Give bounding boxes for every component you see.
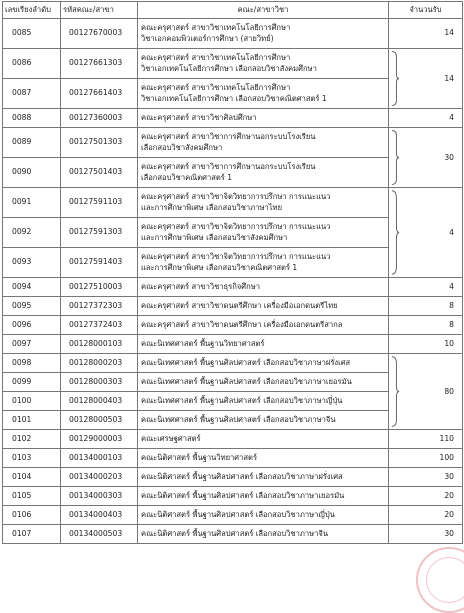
- row-seq: 0097: [3, 335, 61, 354]
- row-code: 00127661403: [61, 79, 138, 109]
- table-row: [3, 49, 463, 79]
- row-quota: 4: [389, 278, 463, 297]
- program-name-line: คณะนิติศาสตร์ พื้นฐานวิทยาศาสตร์: [141, 452, 258, 462]
- table-row: [3, 487, 463, 506]
- table-header-row: [3, 2, 463, 19]
- program-name-line: คณะครุศาสตร์ สาขาวิชาศิลปศึกษา: [141, 112, 257, 122]
- row-program-name: [138, 487, 389, 506]
- table-row: [3, 449, 463, 468]
- table-body: [3, 19, 463, 544]
- program-name-line: คณะเศรษฐศาสตร์: [141, 433, 201, 443]
- row-quota: 10: [389, 335, 463, 354]
- program-name-line: เลือกสอบวิชาคณิตศาสตร์ 1: [141, 172, 233, 182]
- row-program-name: [138, 297, 389, 316]
- row-program-name: [138, 506, 389, 525]
- program-name-line: คณะครุศาสตร์ สาขาวิชาการศึกษานอกระบบโรงเรียน: [141, 162, 316, 171]
- program-name-line: คณะครุศาสตร์ สาขาวิชาดนตรีศึกษา เครื่องมือเอกดนตรีไทย: [141, 300, 338, 310]
- row-program-name: [138, 373, 389, 392]
- row-program-name: [138, 188, 389, 218]
- row-seq: 0095: [3, 297, 61, 316]
- row-program-name: [138, 316, 389, 335]
- row-quota: 30: [389, 468, 463, 487]
- row-quota: 8: [389, 316, 463, 335]
- row-code: 00127670003: [61, 19, 138, 49]
- row-seq: 0098: [3, 354, 61, 373]
- row-program-name: [138, 335, 389, 354]
- row-quota: 14: [389, 19, 463, 49]
- table-row: [3, 430, 463, 449]
- table-row: [3, 188, 463, 218]
- row-quota: 110: [389, 430, 463, 449]
- row-code: 00134000403: [61, 506, 138, 525]
- table-row: [3, 354, 463, 373]
- table-row: [3, 335, 463, 354]
- row-program-name: [138, 430, 389, 449]
- table-row: [3, 109, 463, 128]
- row-seq: 0090: [3, 158, 61, 188]
- row-program-name: [138, 248, 389, 278]
- header-code: รหัสคณะ/สาขา: [61, 2, 138, 19]
- row-code: 00127510003: [61, 278, 138, 297]
- row-code: 00127501303: [61, 128, 138, 158]
- row-quota: 4: [389, 109, 463, 128]
- table-row: [3, 316, 463, 335]
- program-name-line: คณะนิเทศศาสตร์ พื้นฐานศิลปศาสตร์ เลือกสอบวิชาภาษาจีน: [141, 414, 336, 424]
- row-code: 00127372403: [61, 316, 138, 335]
- admission-quota-table: [2, 1, 463, 544]
- program-name-line: คณะครุศาสตร์ สาขาวิชาเทคโนโลยีการศึกษา: [141, 53, 291, 62]
- program-name-line: คณะนิติศาสตร์ พื้นฐานศิลปศาสตร์ เลือกสอบวิชาภาษาจีน: [141, 528, 329, 538]
- program-name-line: คณะครุศาสตร์ สาขาวิชาการศึกษานอกระบบโรงเรียน: [141, 132, 316, 141]
- program-name-line: คณะนิเทศศาสตร์ พื้นฐานศิลปศาสตร์ เลือกสอบวิชาภาษาฝรั่งเศส: [141, 357, 351, 367]
- row-program-name: [138, 278, 389, 297]
- group-quota-value: 30: [444, 152, 454, 162]
- row-code: 00127591303: [61, 218, 138, 248]
- program-name-line: เลือกสอบวิชาสังคมศึกษา: [141, 142, 223, 152]
- row-code: 00134000103: [61, 449, 138, 468]
- row-seq: 0107: [3, 525, 61, 544]
- header-name: คณะ/สาขาวิชา: [138, 2, 389, 19]
- row-seq: 0100: [3, 392, 61, 411]
- row-program-name: [138, 19, 389, 49]
- row-code: 00129000003: [61, 430, 138, 449]
- group-quota: [389, 49, 463, 109]
- program-name-line: วิชาเอกคอมพิวเตอร์การศึกษา (สายวิทย์): [141, 33, 274, 43]
- row-code: 00127661303: [61, 49, 138, 79]
- row-code: 00127372303: [61, 297, 138, 316]
- group-quota: [389, 128, 463, 188]
- row-program-name: [138, 158, 389, 188]
- official-seal: [416, 547, 464, 613]
- row-program-name: [138, 449, 389, 468]
- row-program-name: [138, 128, 389, 158]
- row-seq: 0092: [3, 218, 61, 248]
- program-name-line: วิชาเอกเทคโนโลยีการศึกษา เลือกสอบวิชาสังคมศึกษา: [141, 63, 317, 73]
- row-code: 00128000203: [61, 354, 138, 373]
- brace-icon: [391, 190, 400, 275]
- table-row: [3, 468, 463, 487]
- row-seq: 0103: [3, 449, 61, 468]
- program-name-line: คณะนิเทศศาสตร์ พื้นฐานวิทยาศาสตร์: [141, 338, 265, 348]
- group-quota: [389, 354, 463, 430]
- program-name-line: และการศึกษาพิเศษ เลือกสอบวิชาภาษาไทย: [141, 202, 283, 212]
- row-program-name: [138, 354, 389, 373]
- row-code: 00134000303: [61, 487, 138, 506]
- group-quota: [389, 188, 463, 278]
- brace-icon: [391, 356, 400, 427]
- row-seq: 0094: [3, 278, 61, 297]
- program-name-line: และการศึกษาพิเศษ เลือกสอบวิชาสังคมศึกษา: [141, 232, 288, 242]
- row-seq: 0091: [3, 188, 61, 218]
- row-seq: 0099: [3, 373, 61, 392]
- row-code: 00127501403: [61, 158, 138, 188]
- header-quota: จำนวนรับ: [389, 2, 463, 19]
- row-code: 00127591103: [61, 188, 138, 218]
- table-row: [3, 297, 463, 316]
- program-name-line: คณะครุศาสตร์ สาขาวิชาเทคโนโลยีการศึกษา: [141, 23, 291, 32]
- row-program-name: [138, 218, 389, 248]
- table-row: [3, 525, 463, 544]
- row-seq: 0093: [3, 248, 61, 278]
- row-quota: 100: [389, 449, 463, 468]
- row-seq: 0105: [3, 487, 61, 506]
- row-program-name: [138, 525, 389, 544]
- program-name-line: คณะครุศาสตร์ สาขาวิชาจิตวิทยาการปรึกษา การแนะแนว: [141, 192, 331, 201]
- group-quota-value: 4: [449, 227, 454, 237]
- row-seq: 0102: [3, 430, 61, 449]
- row-code: 00134000203: [61, 468, 138, 487]
- program-name-line: และการศึกษาพิเศษ เลือกสอบวิชาคณิตศาสตร์ 1: [141, 262, 298, 272]
- row-code: 00128000403: [61, 392, 138, 411]
- program-name-line: คณะครุศาสตร์ สาขาวิชาธุรกิจศึกษา: [141, 281, 260, 291]
- header-seq: เลขเรียงลำดับ: [3, 2, 61, 19]
- row-seq: 0089: [3, 128, 61, 158]
- row-code: 00134000503: [61, 525, 138, 544]
- row-seq: 0087: [3, 79, 61, 109]
- row-code: 00127591403: [61, 248, 138, 278]
- program-name-line: คณะนิติศาสตร์ พื้นฐานศิลปศาสตร์ เลือกสอบวิชาภาษาญี่ปุ่น: [141, 509, 335, 519]
- row-program-name: [138, 411, 389, 430]
- row-code: 00128000303: [61, 373, 138, 392]
- row-program-name: [138, 468, 389, 487]
- row-code: 00128000103: [61, 335, 138, 354]
- row-seq: 0104: [3, 468, 61, 487]
- program-name-line: คณะครุศาสตร์ สาขาวิชาเทคโนโลยีการศึกษา: [141, 83, 291, 92]
- brace-icon: [391, 51, 400, 106]
- program-name-line: คณะนิติศาสตร์ พื้นฐานศิลปศาสตร์ เลือกสอบวิชาภาษาฝรั่งเศส: [141, 471, 343, 481]
- program-name-line: คณะครุศาสตร์ สาขาวิชาจิตวิทยาการปรึกษา การแนะแนว: [141, 252, 331, 261]
- row-seq: 0106: [3, 506, 61, 525]
- row-seq: 0096: [3, 316, 61, 335]
- row-code: 00128000503: [61, 411, 138, 430]
- row-quota: 30: [389, 525, 463, 544]
- table-row: [3, 506, 463, 525]
- program-name-line: วิชาเอกเทคโนโลยีการศึกษา เลือกสอบวิชาคณิตศาสตร์ 1: [141, 93, 327, 103]
- row-program-name: [138, 79, 389, 109]
- row-seq: 0088: [3, 109, 61, 128]
- table-row: [3, 19, 463, 49]
- row-seq: 0101: [3, 411, 61, 430]
- row-quota: 20: [389, 506, 463, 525]
- table-row: [3, 278, 463, 297]
- row-code: 00127360003: [61, 109, 138, 128]
- group-quota-value: 80: [444, 386, 454, 396]
- program-name-line: คณะนิเทศศาสตร์ พื้นฐานศิลปศาสตร์ เลือกสอบวิชาภาษาญี่ปุ่น: [141, 395, 343, 405]
- group-quota-value: 14: [444, 73, 454, 83]
- row-seq: 0085: [3, 19, 61, 49]
- row-program-name: [138, 49, 389, 79]
- table-row: [3, 128, 463, 158]
- program-name-line: คณะครุศาสตร์ สาขาวิชาจิตวิทยาการปรึกษา การแนะแนว: [141, 222, 331, 231]
- row-seq: 0086: [3, 49, 61, 79]
- row-program-name: [138, 392, 389, 411]
- program-name-line: คณะนิเทศศาสตร์ พื้นฐานศิลปศาสตร์ เลือกสอบวิชาภาษาเยอรมัน: [141, 376, 352, 386]
- row-quota: 8: [389, 297, 463, 316]
- brace-icon: [391, 130, 400, 185]
- program-name-line: คณะครุศาสตร์ สาขาวิชาดนตรีศึกษา เครื่องมือเอกดนตรีสากล: [141, 319, 343, 329]
- row-quota: 20: [389, 487, 463, 506]
- row-program-name: [138, 109, 389, 128]
- program-name-line: คณะนิติศาสตร์ พื้นฐานศิลปศาสตร์ เลือกสอบวิชาภาษาเยอรมัน: [141, 490, 345, 500]
